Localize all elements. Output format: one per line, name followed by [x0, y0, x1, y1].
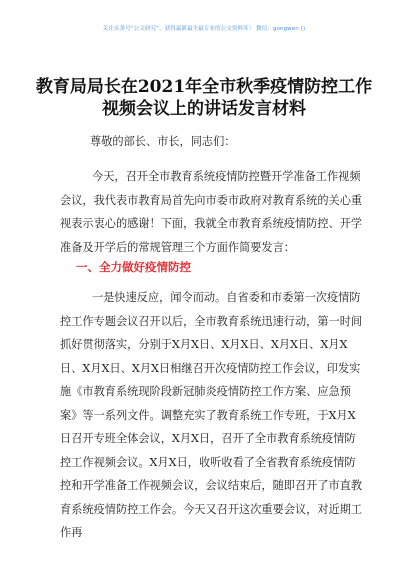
paragraph-section1	[60, 286, 364, 545]
paragraph-section1-text: 一是快速反应，闻令而动。自省委和市委第一次疫情防控工作专题会议召开以后，全市教育系统迅速行动，第一时间抓好贯彻落实，分别于X月X日、X月X日、X月X日、X月X日、X月X日、X月X日相继召开次疫情防控工作会议，印发实施《市教育系统现阶段新冠肺炎疫情防控工作方案、应急预案》等一系列文件。调整充实了教育系统工作专班，于X月X日召开专班全体会议，X月X日，召开了全市教育系统疫情防控工作视频会议。X月X日，收听收看了全省教育系统疫情防控和开学准备工作视频会议，会议结束后，随即召开了市直教育系统疫情防控工作会。今天又召开这次重要会议，对近期工作再	[60, 291, 363, 539]
salutation: 尊敬的部长、市长，同志们：	[90, 135, 236, 148]
document-title: 教育局局长在2021年全市秋季疫情防控工作视频会议上的讲话发言材料	[35, 77, 373, 119]
paragraph-intro	[60, 165, 364, 259]
paragraph-intro-text: 今天，召开全市教育系统疫情防控暨开学准备工作视频会议，我代表市教育局首先向市委市政府对教育系统的关心重视表示衷心的感谢！下面，我就全市教育系统疫情防控、开学准备及开学后的常规管理三个方面作简要发言：	[60, 170, 363, 254]
promo-banner: 关注头条号“公文研究”，获得最新最全最专业的公文资料库！ 微信：gongwen ()	[102, 26, 306, 32]
section-heading: 一、全力做好疫情防控	[76, 260, 191, 274]
